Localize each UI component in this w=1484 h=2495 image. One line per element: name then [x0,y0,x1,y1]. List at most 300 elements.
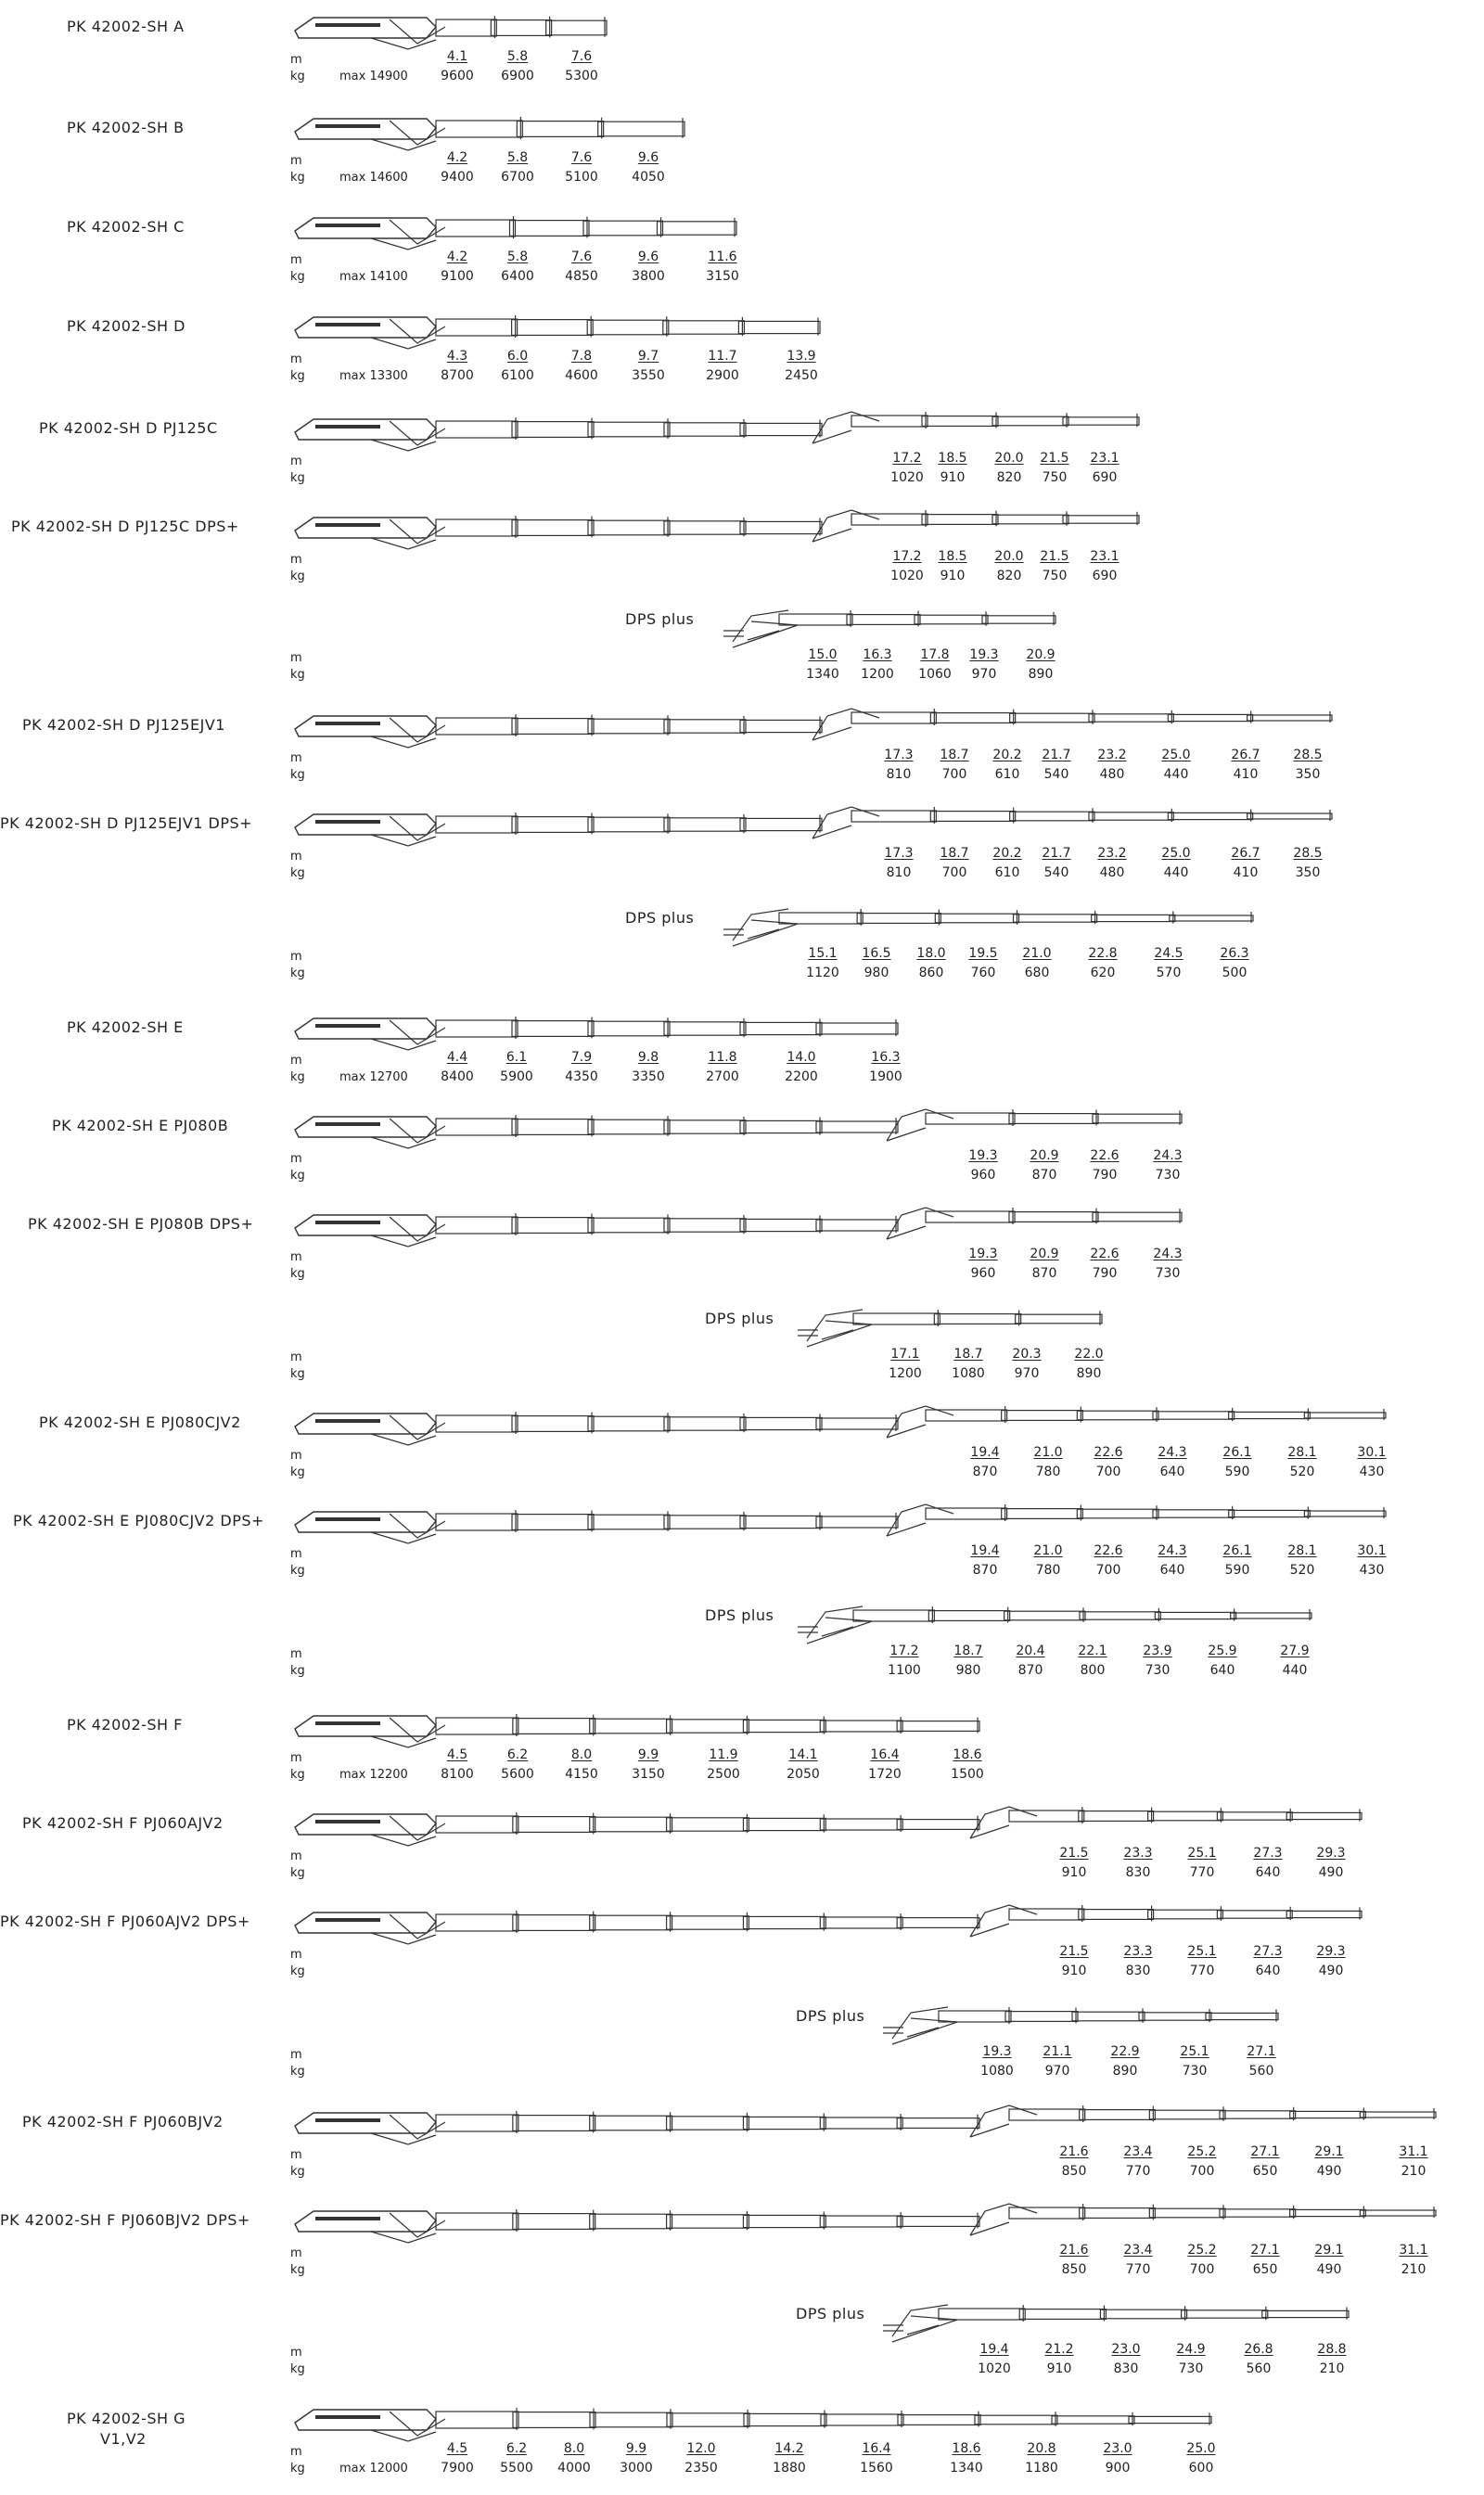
load-value: 870 [972,1563,998,1578]
reach-value: 17.2 [892,549,922,564]
load-value: 730 [1155,1168,1181,1183]
reach-value: 27.3 [1253,1846,1283,1861]
unit-m-label: m [290,1250,302,1264]
model-label: PK 42002-SH A [67,18,185,35]
dps-jib-drawing [0,2002,1484,2057]
max-load-label: max 14600 [339,171,408,185]
crane-boom-drawing [0,6,1484,62]
reach-value: 14.1 [788,1747,818,1762]
load-value: 790 [1092,1266,1118,1281]
load-value: 1060 [918,667,952,682]
reach-value: 7.9 [570,1050,593,1065]
crane-boom-drawing [0,1501,1484,1556]
reach-value: 17.3 [884,846,914,861]
load-value: 9400 [441,170,474,185]
reach-value: 19.3 [968,1148,998,1163]
load-value: 810 [886,767,912,782]
load-value: 830 [1125,1865,1151,1880]
reach-value: 4.5 [446,1747,468,1762]
load-value: 770 [1189,1964,1215,1978]
reach-value: 22.6 [1090,1247,1119,1261]
reach-value: 22.6 [1090,1148,1119,1163]
load-value: 7900 [441,2461,474,2476]
unit-m-label: m [290,2445,302,2459]
load-value: 970 [1044,2064,1070,2079]
load-value: 870 [1017,1663,1043,1678]
load-value: 480 [1099,865,1125,880]
unit-kg-label: kg [290,1564,305,1578]
model-label: PK 42002-SH C [67,218,185,236]
reach-value: 17.2 [892,451,922,466]
load-value: 2700 [706,1069,739,1084]
load-value: 3000 [620,2461,653,2476]
reach-value: 18.5 [938,549,967,564]
load-value: 1900 [869,1069,902,1084]
reach-value: 16.3 [871,1050,901,1065]
load-value: 910 [940,569,966,583]
reach-value: 16.3 [863,647,892,662]
model-label: PK 42002-SH F PJ060BJV2 DPS+ [0,2211,250,2229]
dps-jib-drawing [0,1304,1484,1360]
unit-kg-label: kg [290,866,305,880]
reach-value: 22.9 [1110,2044,1140,2059]
load-value: 490 [1316,2262,1342,2277]
load-value: 730 [1182,2064,1208,2079]
reach-value: 16.5 [862,946,891,961]
dps-plus-label: DPS plus [625,909,695,927]
load-value: 970 [1014,1366,1040,1381]
unit-kg-label: kg [290,2263,305,2277]
reach-value: 18.7 [940,846,969,861]
load-value: 1120 [806,966,839,980]
model-label: PK 42002-SH E PJ080B [52,1117,229,1134]
reach-value: 21.5 [1059,1944,1089,1959]
load-value: 770 [1125,2262,1151,2277]
reach-value: 7.6 [570,150,593,165]
reach-value: 17.3 [884,748,914,762]
load-value: 5100 [565,170,598,185]
reach-value: 16.4 [862,2441,891,2456]
reach-value: 25.0 [1161,846,1191,861]
reach-value: 22.1 [1078,1644,1107,1658]
reach-value: 9.7 [637,349,659,364]
reach-value: 6.1 [505,1050,528,1065]
reach-value: 26.7 [1231,846,1260,861]
reach-value: 5.8 [506,250,529,264]
reach-value: 29.1 [1314,2243,1344,2258]
max-load-label: max 12700 [339,1070,408,1084]
reach-value: 9.9 [625,2441,647,2456]
reach-value: 29.3 [1316,1846,1346,1861]
unit-kg-label: kg [290,2165,305,2179]
reach-value: 12.0 [686,2441,716,2456]
load-value: 2500 [707,1767,740,1782]
load-value: 4050 [632,170,665,185]
reach-value: 4.5 [446,2441,468,2456]
load-value: 410 [1233,865,1259,880]
reach-value: 30.1 [1357,1445,1387,1460]
reach-value: 26.7 [1231,748,1260,762]
load-value: 970 [971,667,997,682]
reach-value: 20.3 [1012,1347,1042,1362]
crane-boom-drawing [0,2399,1484,2454]
load-value: 610 [994,767,1020,782]
reach-value: 8.0 [570,1747,593,1762]
load-value: 640 [1255,1865,1281,1880]
model-label: PK 42002-SH F PJ060AJV2 [22,1814,224,1832]
unit-kg-label: kg [290,1768,305,1782]
reach-value: 19.3 [982,2044,1012,2059]
unit-kg-label: kg [290,471,305,485]
unit-m-label: m [290,2048,302,2062]
load-value: 620 [1090,966,1116,980]
unit-m-label: m [290,1948,302,1962]
max-load-label: max 12000 [339,2462,408,2476]
unit-m-label: m [290,2346,302,2360]
unit-kg-label: kg [290,1070,305,1084]
reach-value: 21.1 [1043,2044,1072,2059]
load-value: 5500 [500,2461,533,2476]
unit-kg-label: kg [290,966,305,980]
unit-m-label: m [290,751,302,765]
load-value: 1880 [773,2461,806,2476]
reach-value: 26.1 [1222,1445,1252,1460]
unit-m-label: m [290,53,302,67]
unit-m-label: m [290,553,302,567]
load-value: 690 [1092,569,1118,583]
load-value: 980 [864,966,889,980]
load-value: 490 [1316,2164,1342,2179]
crane-boom-drawing [0,506,1484,562]
load-value: 440 [1282,1663,1308,1678]
reach-value: 20.9 [1030,1148,1059,1163]
reach-value: 9.6 [637,150,659,165]
reach-value: 24.9 [1176,2342,1206,2357]
load-value: 890 [1076,1366,1102,1381]
model-label-variant: V1,V2 [100,2430,147,2448]
unit-kg-label: kg [290,768,305,782]
load-value: 3550 [632,368,665,383]
dps-plus-label: DPS plus [625,610,695,628]
load-value: 5600 [501,1767,534,1782]
load-value: 6700 [501,170,534,185]
load-value: 960 [970,1168,996,1183]
reach-value: 23.2 [1097,748,1127,762]
load-value: 3350 [632,1069,665,1084]
load-value: 1080 [952,1366,985,1381]
reach-value: 19.4 [970,1445,1000,1460]
load-value: 4600 [565,368,598,383]
reach-value: 23.2 [1097,846,1127,861]
reach-value: 8.0 [563,2441,585,2456]
model-label: PK 42002-SH E PJ080B DPS+ [28,1215,254,1233]
load-value: 4350 [565,1069,598,1084]
load-value: 700 [941,865,967,880]
reach-value: 19.4 [979,2342,1009,2357]
load-value: 890 [1112,2064,1138,2079]
reach-value: 19.4 [970,1543,1000,1558]
reach-value: 14.2 [774,2441,804,2456]
unit-kg-label: kg [290,369,305,383]
reach-value: 7.6 [570,49,593,64]
load-value: 810 [886,865,912,880]
load-value: 910 [1046,2361,1072,2376]
unit-kg-label: kg [290,2462,305,2476]
load-value: 680 [1024,966,1050,980]
load-value: 6900 [501,69,534,83]
reach-value: 21.5 [1040,451,1069,466]
unit-kg-label: kg [290,1866,305,1880]
model-label: PK 42002-SH F [67,1716,183,1734]
crane-boom-drawing [0,108,1484,163]
load-value: 910 [1061,1964,1087,1978]
load-value: 730 [1155,1266,1181,1281]
crane-boom-drawing [0,1803,1484,1859]
reach-value: 20.9 [1026,647,1055,662]
model-label: PK 42002-SH F PJ060AJV2 DPS+ [0,1913,250,1930]
crane-boom-drawing [0,408,1484,464]
max-load-label: max 13300 [339,369,408,383]
load-value: 690 [1092,470,1118,485]
unit-m-label: m [290,454,302,468]
reach-value: 27.1 [1247,2044,1276,2059]
crane-boom-drawing [0,2102,1484,2157]
dps-jib-drawing [0,1601,1484,1657]
load-value: 820 [996,470,1022,485]
reach-value: 7.8 [570,349,593,364]
reach-value: 7.6 [570,250,593,264]
reach-value: 28.5 [1293,748,1323,762]
unit-kg-label: kg [290,270,305,284]
model-label: PK 42002-SH E PJ080CJV2 [39,1414,241,1431]
reach-value: 11.9 [709,1747,738,1762]
unit-m-label: m [290,2148,302,2162]
load-value: 650 [1252,2262,1278,2277]
reach-value: 23.1 [1090,451,1119,466]
reach-value: 25.2 [1187,2243,1217,2258]
load-value: 780 [1035,1563,1061,1578]
crane-boom-drawing [0,2200,1484,2256]
dps-jib-drawing [0,2299,1484,2355]
load-value: 770 [1125,2164,1151,2179]
reach-value: 20.2 [992,748,1022,762]
unit-m-label: m [290,1751,302,1765]
reach-value: 31.1 [1399,2243,1428,2258]
crane-boom-drawing [0,1901,1484,1957]
reach-value: 23.4 [1123,2144,1153,2159]
load-value: 4000 [557,2461,591,2476]
reach-value: 21.0 [1033,1543,1063,1558]
load-value: 700 [1095,1465,1121,1479]
load-value: 440 [1163,865,1189,880]
reach-value: 23.0 [1103,2441,1132,2456]
unit-kg-label: kg [290,1367,305,1381]
load-value: 1200 [889,1366,922,1381]
load-value: 650 [1252,2164,1278,2179]
model-label: PK 42002-SH G [67,2410,186,2427]
load-value: 520 [1289,1563,1315,1578]
unit-m-label: m [290,1449,302,1463]
load-value: 1340 [806,667,839,682]
reach-value: 19.3 [968,1247,998,1261]
dps-jib-drawing [0,903,1484,959]
load-value: 350 [1295,865,1321,880]
dps-plus-label: DPS plus [705,1606,774,1624]
reach-value: 4.3 [446,349,468,364]
load-value: 980 [955,1663,981,1678]
reach-value: 22.0 [1074,1347,1104,1362]
reach-value: 20.0 [994,451,1024,466]
reach-value: 23.3 [1123,1846,1153,1861]
reach-value: 4.2 [446,150,468,165]
reach-value: 21.7 [1042,748,1071,762]
unit-m-label: m [290,1152,302,1166]
reach-value: 28.1 [1287,1445,1317,1460]
unit-m-label: m [290,1054,302,1068]
reach-value: 25.0 [1186,2441,1216,2456]
load-value: 780 [1035,1465,1061,1479]
reach-value: 21.5 [1040,549,1069,564]
reach-value: 21.0 [1033,1445,1063,1460]
load-value: 490 [1318,1964,1344,1978]
load-value: 560 [1246,2361,1272,2376]
load-value: 490 [1318,1865,1344,1880]
load-value: 910 [940,470,966,485]
model-label: PK 42002-SH E PJ080CJV2 DPS+ [13,1512,264,1529]
load-value: 8700 [441,368,474,383]
load-value: 700 [1095,1563,1121,1578]
load-value: 560 [1248,2064,1274,2079]
reach-value: 24.3 [1158,1543,1187,1558]
model-label: PK 42002-SH D PJ125EJV1 [22,716,225,734]
reach-value: 25.1 [1187,1846,1217,1861]
load-value: 540 [1043,865,1069,880]
reach-value: 11.6 [708,250,737,264]
reach-value: 4.2 [446,250,468,264]
reach-value: 20.4 [1016,1644,1045,1658]
load-value: 2900 [706,368,739,383]
load-value: 2350 [684,2461,718,2476]
reach-value: 23.4 [1123,2243,1153,2258]
reach-value: 11.7 [708,349,737,364]
load-value: 5300 [565,69,598,83]
unit-kg-label: kg [290,2065,305,2079]
reach-value: 23.3 [1123,1944,1153,1959]
reach-value: 28.1 [1287,1543,1317,1558]
reach-value: 23.9 [1143,1644,1172,1658]
unit-m-label: m [290,253,302,267]
load-value: 480 [1099,767,1125,782]
load-value: 520 [1289,1465,1315,1479]
reach-value: 18.7 [953,1644,983,1658]
load-value: 430 [1359,1465,1385,1479]
load-value: 210 [1401,2164,1426,2179]
load-value: 8400 [441,1069,474,1084]
model-label: PK 42002-SH E [67,1018,184,1036]
reach-value: 15.0 [808,647,838,662]
crane-boom-drawing [0,207,1484,262]
crane-boom-drawing [0,803,1484,859]
unit-kg-label: kg [290,70,305,83]
reach-value: 26.3 [1220,946,1249,961]
reach-value: 18.6 [953,1747,982,1762]
reach-value: 23.1 [1090,549,1119,564]
reach-value: 18.5 [938,451,967,466]
max-load-label: max 14900 [339,70,408,83]
unit-m-label: m [290,1350,302,1364]
reach-value: 25.2 [1187,2144,1217,2159]
reach-value: 13.9 [787,349,816,364]
load-value: 4150 [565,1767,598,1782]
load-value: 800 [1080,1663,1106,1678]
reach-value: 16.4 [870,1747,900,1762]
dps-jib-drawing [0,605,1484,660]
load-value: 700 [1189,2164,1215,2179]
reach-value: 17.1 [890,1347,920,1362]
reach-value: 6.2 [505,2441,528,2456]
load-value: 640 [1209,1663,1235,1678]
load-value: 1500 [951,1767,984,1782]
load-value: 1340 [950,2461,983,2476]
load-value: 870 [972,1465,998,1479]
reach-value: 24.3 [1158,1445,1187,1460]
dps-plus-label: DPS plus [705,1310,774,1327]
load-value: 820 [996,569,1022,583]
reach-value: 19.5 [968,946,998,961]
load-value: 500 [1222,966,1247,980]
reach-value: 11.8 [708,1050,737,1065]
load-value: 700 [1189,2262,1215,2277]
load-value: 210 [1319,2361,1345,2376]
reach-value: 29.3 [1316,1944,1346,1959]
reach-value: 27.3 [1253,1944,1283,1959]
reach-value: 24.3 [1153,1148,1183,1163]
load-value: 2050 [787,1767,820,1782]
load-value: 830 [1113,2361,1139,2376]
load-value: 610 [994,865,1020,880]
load-value: 570 [1156,966,1182,980]
crane-boom-drawing [0,1007,1484,1063]
load-value: 850 [1061,2262,1087,2277]
load-value: 870 [1031,1168,1057,1183]
model-label: PK 42002-SH D PJ125C DPS+ [11,518,239,535]
reach-value: 19.3 [969,647,999,662]
load-value: 640 [1159,1563,1185,1578]
model-label: PK 42002-SH F PJ060BJV2 [22,2113,224,2130]
reach-value: 30.1 [1357,1543,1387,1558]
model-label: PK 42002-SH D PJ125EJV1 DPS+ [0,814,253,832]
load-value: 1720 [868,1767,902,1782]
reach-value: 27.9 [1280,1644,1310,1658]
reach-value: 6.0 [506,349,529,364]
load-value: 1180 [1025,2461,1058,2476]
load-value: 1020 [890,569,924,583]
unit-m-label: m [290,1647,302,1661]
load-value: 350 [1295,767,1321,782]
reach-value: 22.8 [1088,946,1118,961]
crane-boom-drawing [0,1106,1484,1161]
load-value: 9100 [441,269,474,284]
unit-kg-label: kg [290,2362,305,2376]
load-value: 830 [1125,1964,1151,1978]
load-value: 770 [1189,1865,1215,1880]
load-value: 430 [1359,1563,1385,1578]
crane-boom-drawing [0,1402,1484,1458]
reach-value: 21.6 [1059,2243,1089,2258]
reach-value: 14.0 [787,1050,816,1065]
load-value: 590 [1224,1563,1250,1578]
reach-value: 24.5 [1154,946,1183,961]
